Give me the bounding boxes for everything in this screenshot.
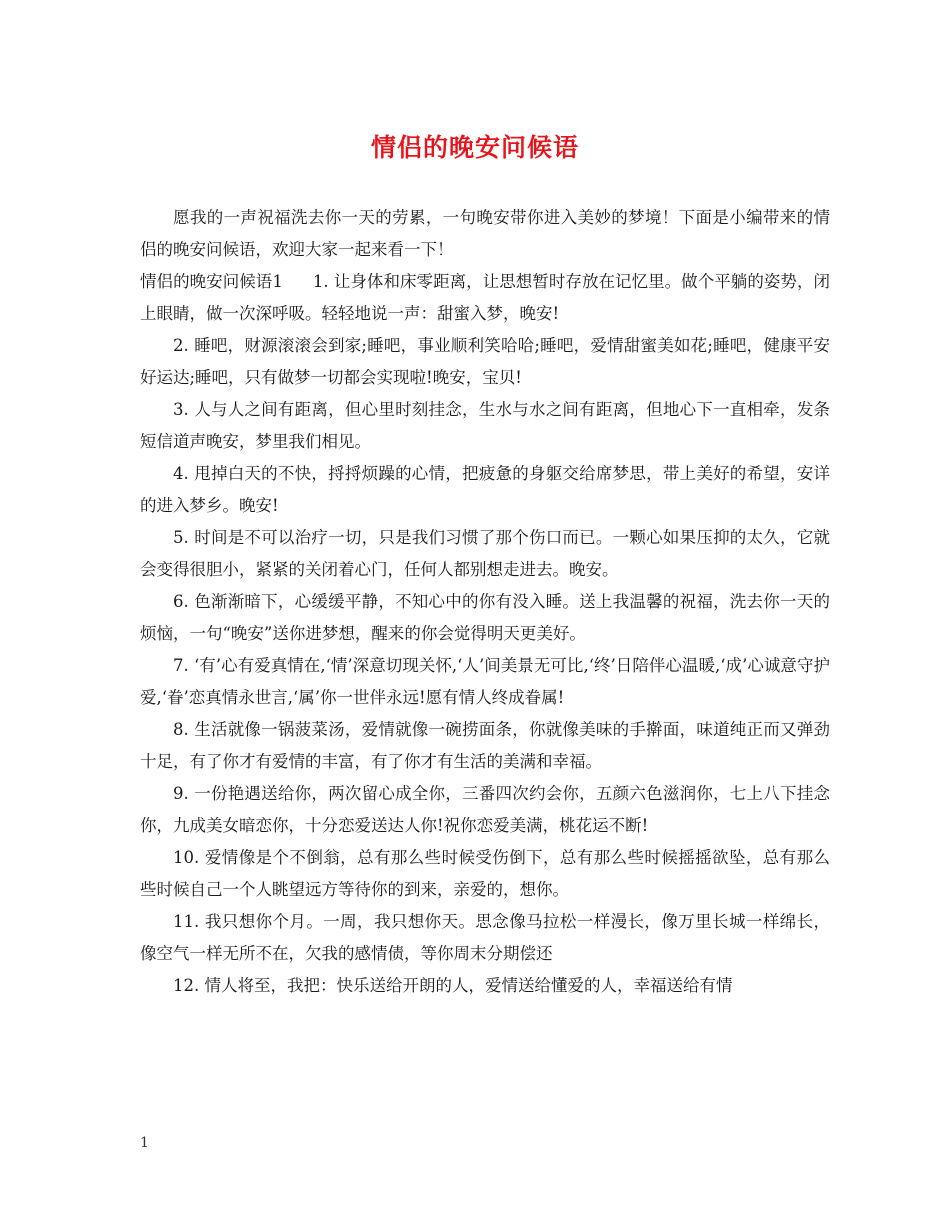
- document-body: [140, 202, 830, 1002]
- list-item-10: 10. 爱情像是个不倒翁，总有那么些时候受伤倒下，总有那么些时候摇摇欲坠，总有那么些时候自己一个人眺望远方等待你的到来，亲爱的，想你。: [140, 848, 830, 899]
- intro-paragraph: 愿我的一声祝福洗去你一天的劳累，一句晚安带你进入美妙的梦境！下面是小编带来的情侣的晚安问候语，欢迎大家一起来看一下！: [140, 208, 830, 259]
- list-item-12: 12. 情人将至，我把：快乐送给开朗的人，爱情送给懂爱的人，幸福送给有情: [173, 976, 733, 995]
- list-item-7: 7. ‘有’心有爱真情在,‘情’深意切现关怀,‘人’间美景无可比,‘终’日陪伴心温暖,‘成’心诚意守护爱,‘眷’恋真情永世言,‘属’你一世伴永远!愿有情人终成眷属!: [140, 656, 830, 707]
- page-number: 1: [140, 1135, 149, 1151]
- list-item-3: 3. 人与人之间有距离，但心里时刻挂念，生水与水之间有距离，但地心下一直相牵，发条短信道声晚安，梦里我们相见。: [140, 400, 830, 451]
- section-heading: 情侣的晚安问候语1: [140, 272, 283, 291]
- page-title: 情侣的晚安问候语: [370, 133, 579, 162]
- list-item-9: 9. 一份艳遇送给你，两次留心成全你，三番四次约会你，五颜六色滋润你，七上八下挂念你，九成美女暗恋你，十分恋爱送达人你!祝你恋爱美满，桃花运不断!: [140, 784, 830, 835]
- list-item-8: 8. 生活就像一锅菠菜汤，爱情就像一碗捞面条，你就像美味的手擀面，味道纯正而又弹劲十足，有了你才有爱情的丰富，有了你才有生活的美满和幸福。: [140, 720, 830, 771]
- list-item-5: 5. 时间是不可以治疗一切，只是我们习惯了那个伤口而已。一颗心如果压抑的太久，它就会变得很胆小，紧紧的关闭着心门，任何人都别想走进去。晚安。: [140, 528, 830, 579]
- list-item-11: 11. 我只想你个月。一周，我只想你天。思念像马拉松一样漫长，像万里长城一样绵长，像空气一样无所不在，欠我的感情债，等你周末分期偿还: [140, 912, 830, 963]
- list-item-6: 6. 色渐渐暗下，心缓缓平静，不知心中的你有没入睡。送上我温馨的祝福，洗去你一天的烦恼，一句“晚安”送你进梦想，醒来的你会觉得明天更美好。: [140, 592, 830, 643]
- list-item-2: 2. 睡吧，财源滚滚会到家;睡吧，事业顺利笑哈哈;睡吧，爱情甜蜜美如花;睡吧，健康平安好运达;睡吧，只有做梦一切都会实现啦!晚安，宝贝!: [140, 336, 830, 387]
- list-item-4: 4. 甩掉白天的不快，捋捋烦躁的心情，把疲惫的身躯交给席梦思，带上美好的希望，安详的进入梦乡。晚安!: [140, 464, 830, 515]
- list-item-1: 1. 让身体和床零距离，让思想暂时存放在记忆里。做个平躺的姿势，闭上眼睛，做一次深呼吸。轻轻地说一声：甜蜜入梦，晚安!: [140, 272, 830, 323]
- section-paragraph: [140, 266, 830, 330]
